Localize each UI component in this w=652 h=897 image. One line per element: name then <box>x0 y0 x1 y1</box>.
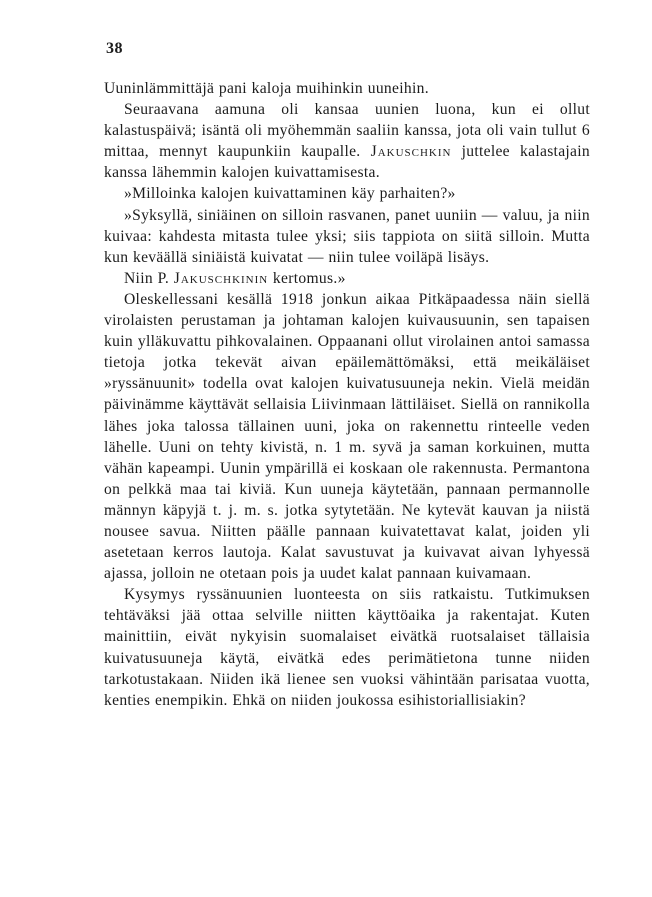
paragraph <box>104 289 590 584</box>
author-name: Jakuschkin <box>370 143 452 161</box>
body-text <box>104 78 590 711</box>
text-run: kertomus.» <box>268 269 346 287</box>
paragraph <box>104 99 590 183</box>
paragraph <box>104 584 590 711</box>
page-number: 38 <box>106 40 123 57</box>
paragraph <box>104 78 590 99</box>
paragraph <box>104 183 590 204</box>
text-run: »Syksyllä, siniäinen on silloin rasvanen, panet uuniin — valuu, ja niin kuivaa: kahdesta mitasta tulee yksi; siis tappiota on siitä silloin. Mutta kun keväällä siniäistä kuivatat — niin tulee voiläpä lisäys. <box>104 206 590 266</box>
text-run: juttelee kalastajain kanssa lähemmin kalojen kuivattamisesta. <box>104 143 590 182</box>
text-run: Seuraavana aamuna oli kansaa uunien luona, kun ei ollut kalastuspäivä; isäntä oli myöhemmän saaliin kanssa, jota oli vain tullut 6 mittaa, mennyt kaupunkiin kaupalle. <box>104 101 590 161</box>
text-run: »Milloinka kalojen kuivattaminen käy parhaiten?» <box>124 185 456 203</box>
text-run: Oleskellessani kesällä 1918 jonkun aikaa Pitkäpaadessa näin siellä virolaisten perustaman ja johtaman kalojen kuivausuunin, sen tapaisen kuin ylläkuvattu pihkovalainen. Oppaanani ollut virolainen antoi samassa tietoja jotka tekevät aivan epäilemättömäksi, että meikäläiset »ryssänuunit» todella ovat kalojen kuivatusuuneja nekin. Vielä meidän päivinämme käyttävät sellaisia Liivinmaan lättiläiset. Siellä on rannikolla lähes joka talossa tällainen uuni, joka on rakennettu rinteelle veden lähelle. Uuni on tehty kivistä, n. 1 m. syvä ja saman korkuinen, mutta vähän kapeampi. Uunin ympärillä ei koskaan ole rakennusta. Permantona on pelkkä maa tai kiviä. Kun uuneja käytetään, pannaan permannolle männyn käpyjä t. j. m. s. jotka sytytetään. Ne kytevät kauvan ja niistä nousee savua. Niitten päälle pannaan kuivatettavat kalat, joiden yli asetetaan kerros lautoja. Kalat savustuvat ja kuivavat aivan lyhyessä ajassa, jolloin ne otetaan pois ja uudet kalat pannaan kuivamaan. <box>104 290 590 583</box>
paragraph <box>104 205 590 268</box>
text-run: Niin P. <box>124 269 174 287</box>
text-run: Kysymys ryssänuunien luonteesta on siis ratkaistu. Tutkimuksen tehtäväksi jää ottaa selville niitten käyttöaika ja rakentajat. Kuten mainittiin, eivät nykyisin suomalaiset eivätkä ruotsalaiset tällaisia kuivatusuuneja käytä, eivätkä edes perimätietona tunne niiden tarkotustakaan. Niiden ikä lienee sen vuoksi vähintään parisataa vuotta, kenties enempikin. Ehkä on niiden joukossa esihistoriallisiakin? <box>104 586 590 709</box>
paragraph <box>104 268 590 289</box>
author-name: Jakuschkinin <box>173 269 269 287</box>
text-run: Uuninlämmittäjä pani kaloja muihinkin uuneihin. <box>104 80 429 97</box>
